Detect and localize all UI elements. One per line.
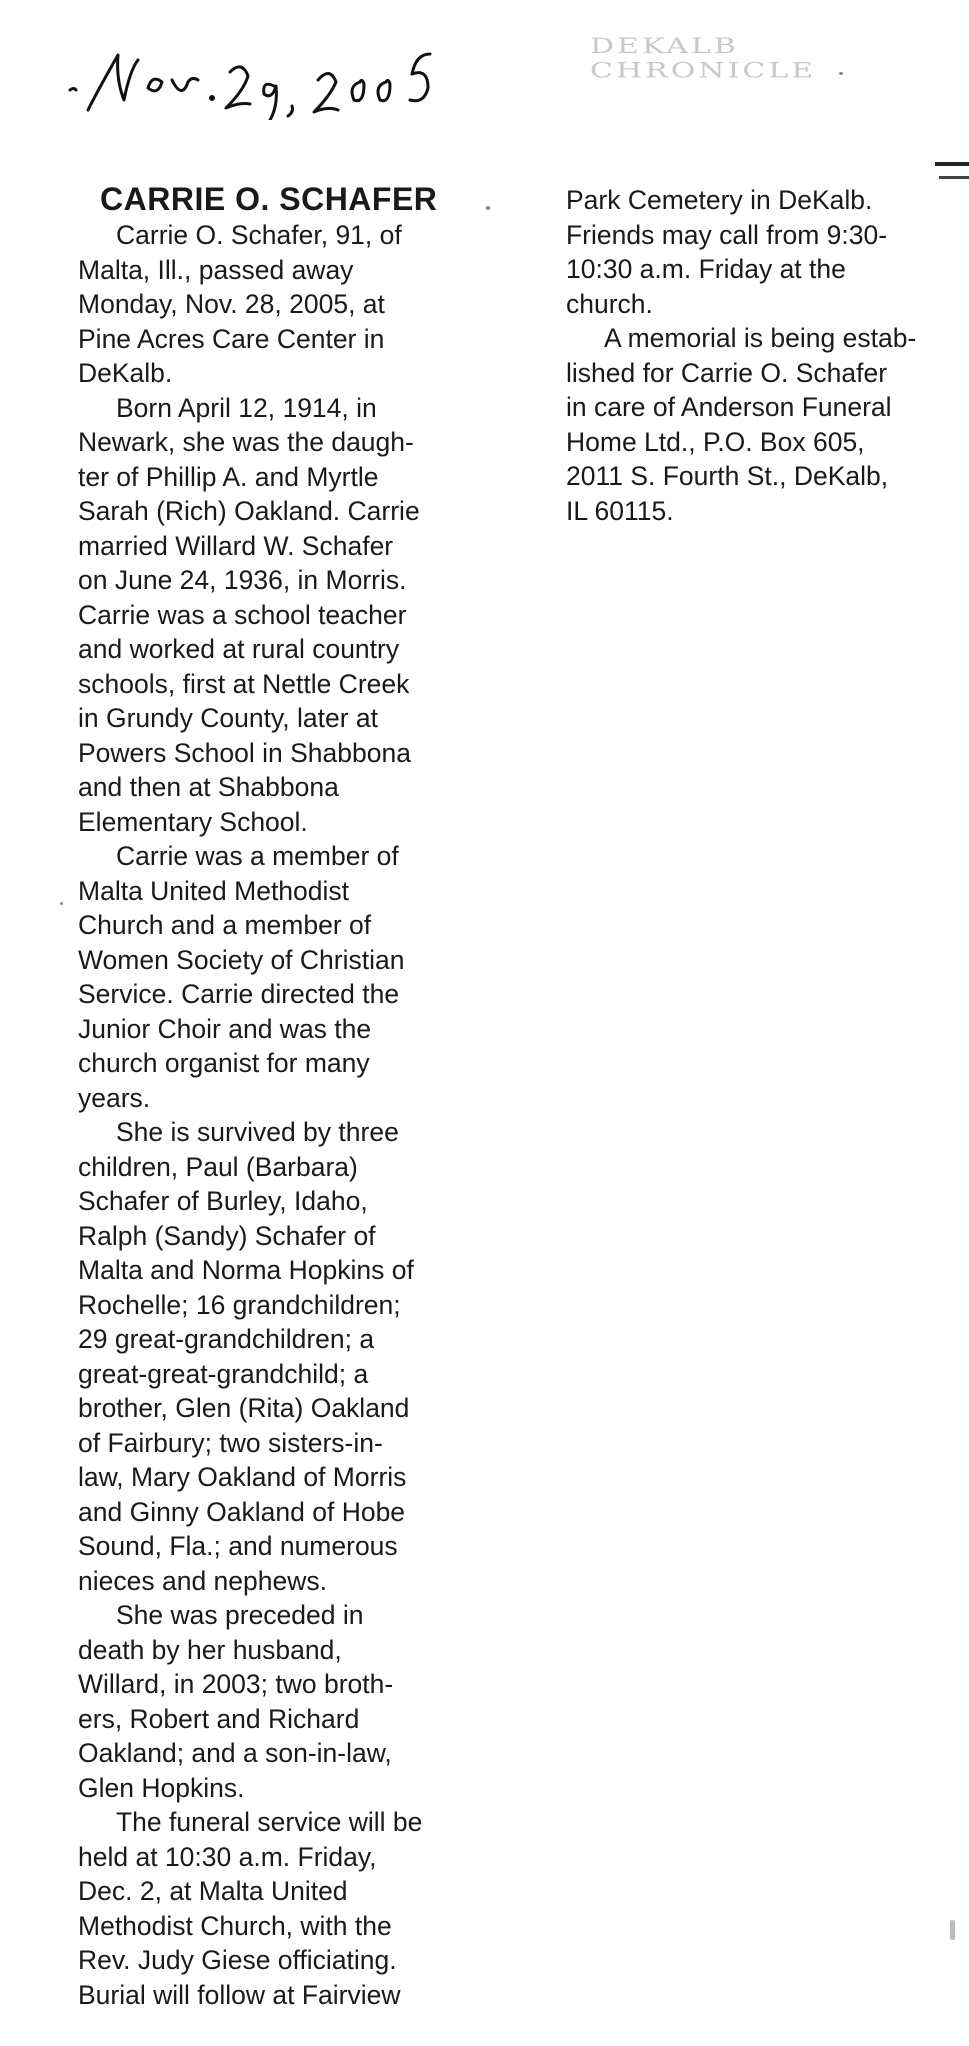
left-text-line: Sarah (Rich) Oakland. Carrie [78,496,420,526]
masthead-faint: DEKALB CHRONICLE [590,34,817,83]
left-text-line: brother, Glen (Rita) Oakland [78,1393,410,1423]
left-text-line: Carrie was a member of [116,841,399,871]
left-text-line: Malta United Methodist [78,875,350,906]
left-text-line: Junior Choir and was the [78,1013,372,1044]
left-text-line: Women Society of Christian [78,944,405,975]
scan-speck [950,1920,955,1940]
left-text-line: and worked at rural country [78,634,400,664]
left-text-line: DeKalb. [78,358,173,388]
left-column [78,218,448,2012]
left-text-line: Church and a member of [78,910,372,940]
left-text-line: Newark, she was the daugh- [78,427,414,457]
left-text-line: schools, first at Nettle Creek [78,668,410,699]
left-text-line: and then at Shabbona [78,772,339,802]
left-text-line: She is survived by three [116,1117,399,1147]
right-text-line: lished for Carrie O. Schafer [566,357,888,388]
left-text-line: years. [78,1082,151,1113]
right-text-line: in care of Anderson Funeral [566,392,892,422]
left-text-line: Willard, in 2003; two broth- [78,1669,394,1699]
left-text-line: Born April 12, 1914, in [116,392,377,423]
left-text-line: She was preceded in [116,1600,364,1630]
left-text-line: children, Paul (Barbara) [78,1151,358,1182]
scan-speck [486,206,490,210]
edge-mark [935,162,969,166]
left-text-line: Malta and Norma Hopkins of [78,1255,414,1285]
left-text-line: of Fairbury; two sisters-in- [78,1427,383,1458]
right-text-line: A memorial is being estab- [604,323,917,353]
edge-mark [939,176,969,179]
left-text-line: Carrie O. Schafer, 91, of [116,220,402,250]
left-text-line: married Willard W. Schafer [78,530,394,561]
right-column [566,183,926,528]
right-text-line: Home Ltd., P.O. Box 605, [566,426,865,457]
handwritten-date-scribble [60,40,490,120]
left-text-line: Rev. Judy Giese officiating. [78,1945,397,1975]
left-text-line: The funeral service will be [116,1807,423,1837]
left-text-line: ter of Phillip A. and Myrtle [78,461,379,492]
left-text-line: Ralph (Sandy) Schafer of [78,1220,376,1251]
right-text-line: 2011 S. Fourth St., DeKalb, [566,461,889,491]
left-text-line: Pine Acres Care Center in [78,323,385,354]
left-text-line: law, Mary Oakland of Morris [78,1462,407,1492]
left-text-line: nieces and nephews. [78,1565,327,1596]
left-text-line: Powers School in Shabbona [78,737,411,768]
handwritten-date-annotation [60,40,490,120]
right-text-line: Park Cemetery in DeKalb. [566,185,873,215]
left-text-line: Carrie was a school teacher [78,599,407,630]
left-text-line: great-great-grandchild; a [78,1358,369,1389]
right-text-line: Friends may call from 9:30- [566,219,888,250]
left-text-line: Elementary School. [78,806,308,837]
left-text-line: Oakland; and a son-in-law, [78,1738,392,1768]
obituary-headline: CARRIE O. SCHAFER [100,181,438,217]
left-text-line: Methodist Church, with the [78,1910,392,1941]
scan-speck [839,72,843,75]
left-text-line: Malta, Ill., passed away [78,254,354,285]
left-text-line: church organist for many [78,1048,370,1078]
left-text-line: and Ginny Oakland of Hobe [78,1496,406,1527]
right-text-line: church. [566,288,653,319]
left-text-line: Rochelle; 16 grandchildren; [78,1289,401,1320]
left-text-line: Monday, Nov. 28, 2005, at [78,289,385,319]
left-text-line: Glen Hopkins. [78,1772,245,1803]
left-text-line: in Grundy County, later at [78,703,378,733]
scan-speck [60,902,63,905]
left-text-line: Burial will follow at Fairview [78,1979,401,2010]
right-text-line: 10:30 a.m. Friday at the [566,254,846,284]
left-text-line: held at 10:30 a.m. Friday, [78,1841,377,1872]
left-text-line: death by her husband, [78,1634,342,1665]
left-text-line: Sound, Fla.; and numerous [78,1531,398,1561]
left-text-line: Schafer of Burley, Idaho, [78,1186,368,1216]
left-text-line: on June 24, 1936, in Morris. [78,565,407,595]
right-text-line: IL 60115. [566,495,674,526]
left-text-line: 29 great-grandchildren; a [78,1324,375,1354]
left-text-line: Service. Carrie directed the [78,979,400,1009]
left-text-line: ers, Robert and Richard [78,1703,360,1734]
left-text-line: Dec. 2, at Malta United [78,1876,348,1906]
